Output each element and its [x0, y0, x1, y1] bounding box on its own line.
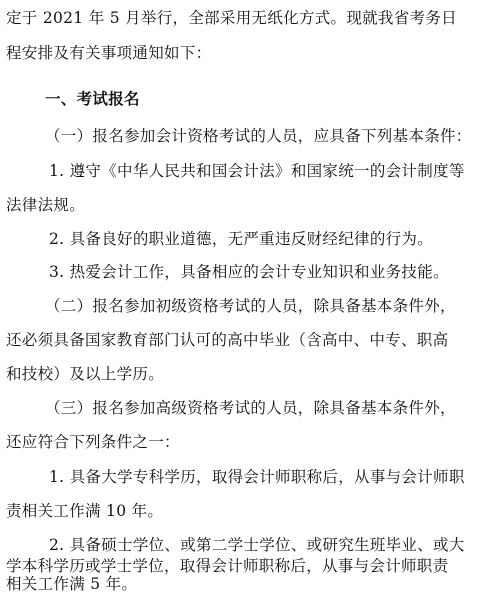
paragraph-line-basic-conditions: （一）报名参加会计资格考试的人员，应具备下列基本条件： — [45, 127, 472, 145]
list-item-condition-2: 2. 具备良好的职业道德，无严重违反财经纪律的行为。 — [49, 230, 434, 248]
paragraph-line-junior-3: 和技校）及以上学历。 — [6, 365, 165, 383]
list-item-condition-3: 3. 热爱会计工作，具备相应的会计专业知识和业务技能。 — [49, 263, 449, 281]
paragraph-line-junior-2: 还必须具备国家教育部门认可的高中毕业（含高中、中专、职高 — [6, 331, 449, 349]
list-item-senior-2-line-2: 学本科学历或学士学位，取得会计师职称后，从事与会计师职责 — [6, 557, 449, 575]
list-item-senior-1-line-2: 责相关工作满 10 年。 — [6, 502, 164, 520]
paragraph-line-junior-1: （二）报名参加初级资格考试的人员，除具备基本条件外， — [45, 297, 456, 315]
section-heading-exam-registration: 一、考试报名 — [45, 90, 140, 108]
list-item-senior-2-line-1: 2. 具备硕士学位、或第二学士学位、或研究生班毕业、或大 — [49, 536, 465, 554]
list-item-senior-1-line-1: 1. 具备大学专科学历，取得会计师职称后，从事与会计师职 — [49, 468, 465, 486]
paragraph-line-senior-1: （三）报名参加高级资格考试的人员，除具备基本条件外， — [45, 399, 456, 417]
list-item-senior-2-line-3: 相关工作满 5 年。 — [6, 575, 138, 593]
list-item-condition-1-line-2: 法律法规。 — [6, 196, 86, 214]
paragraph-line-intro-2: 程安排及有关事项通知如下： — [6, 44, 212, 62]
list-item-condition-1-line-1: 1. 遵守《中华人民共和国会计法》和国家统一的会计制度等 — [49, 162, 465, 180]
paragraph-line-senior-2: 还应符合下列条件之一： — [6, 433, 180, 451]
paragraph-line-intro-1: 定于 2021 年 5 月举行，全部采用无纸化方式。现就我省考务日 — [6, 9, 457, 27]
